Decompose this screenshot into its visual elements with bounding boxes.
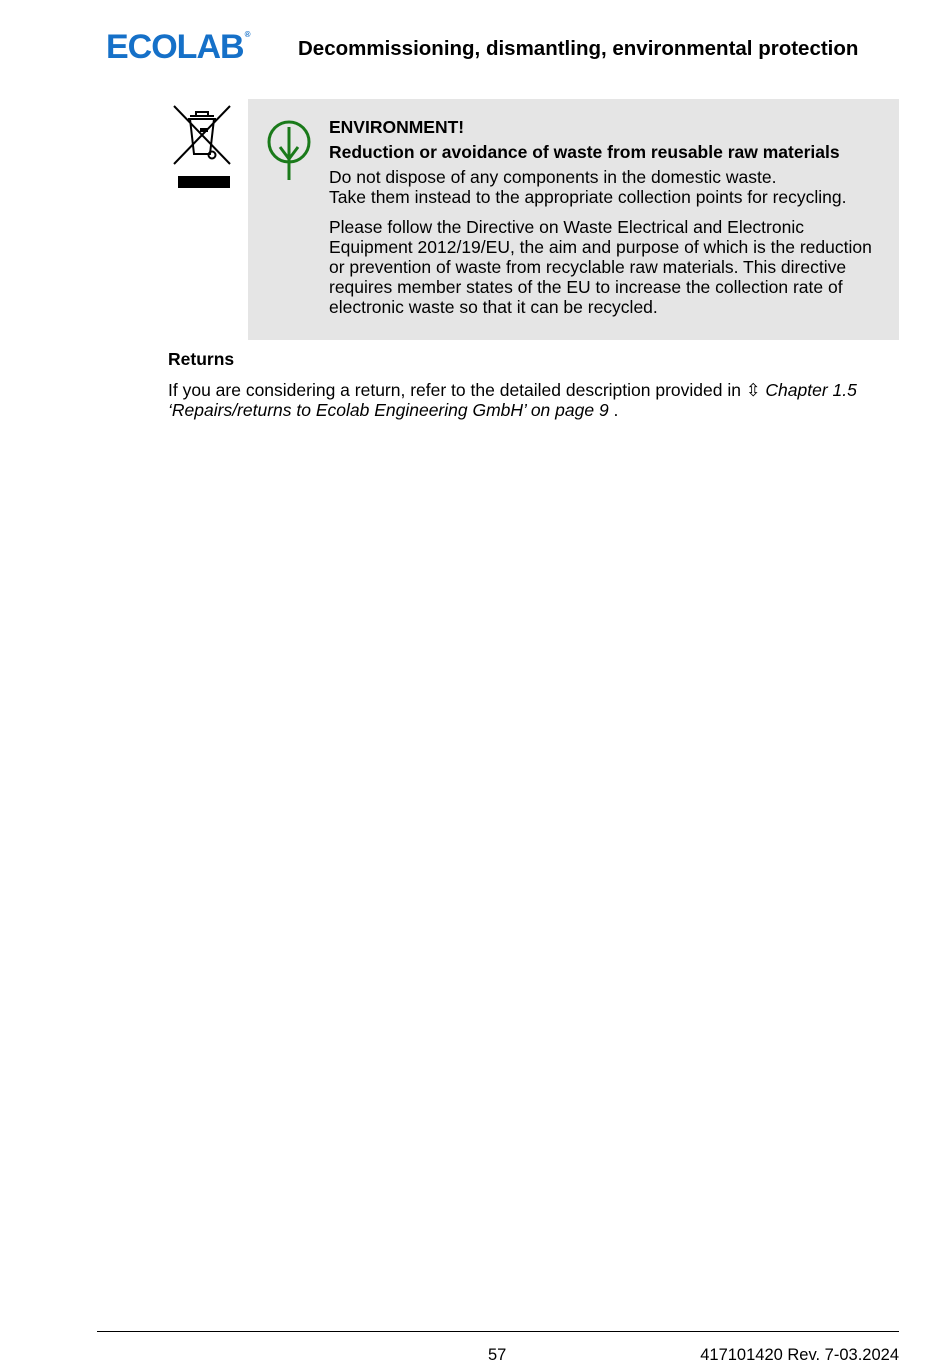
notice-paragraph-2: Please follow the Directive on Waste Electrical and Electronic Equipment 2012/19/EU, the aim and purpose of which is the reduction or prevention of waste from recyclable raw materials. This directive requires member states of the EU to increase the collection rate of electronic waste so that it can be recycled. [329, 217, 872, 317]
notice-heading: ENVIRONMENT! [329, 117, 465, 137]
logo-text: ECOLAB [106, 28, 244, 66]
arrow-reference-icon: ⇳ [745, 380, 761, 400]
weee-crossed-bin-icon [172, 104, 232, 190]
page-number: 57 [488, 1346, 507, 1364]
returns-heading: Returns [168, 349, 235, 369]
ecolab-logo [106, 28, 258, 66]
document-revision: 417101420 Rev. 7-03.2024 [700, 1346, 899, 1364]
registered-mark: ® [244, 30, 251, 39]
returns-end: . [608, 400, 619, 420]
notice-subheading: Reduction or avoidance of waste from reusable raw materials [329, 142, 840, 162]
footer-divider [97, 1331, 899, 1332]
chapter-reference-link[interactable]: Chapter 1.5 ‘Repairs/returns to Ecolab Engineering GmbH’ on page 9 [168, 380, 857, 420]
page-title: Decommissioning, dismantling, environmental protection [298, 37, 859, 60]
returns-body: If you are considering a return, refer to the detailed description provided in [168, 380, 746, 400]
returns-text [168, 380, 873, 420]
notice-line-2: Take them instead to the appropriate collection points for recycling. [329, 187, 847, 207]
notice-line-1: Do not dispose of any components in the domestic waste. [329, 167, 777, 187]
environment-notice-text [329, 117, 889, 317]
tree-environment-icon [266, 119, 312, 181]
